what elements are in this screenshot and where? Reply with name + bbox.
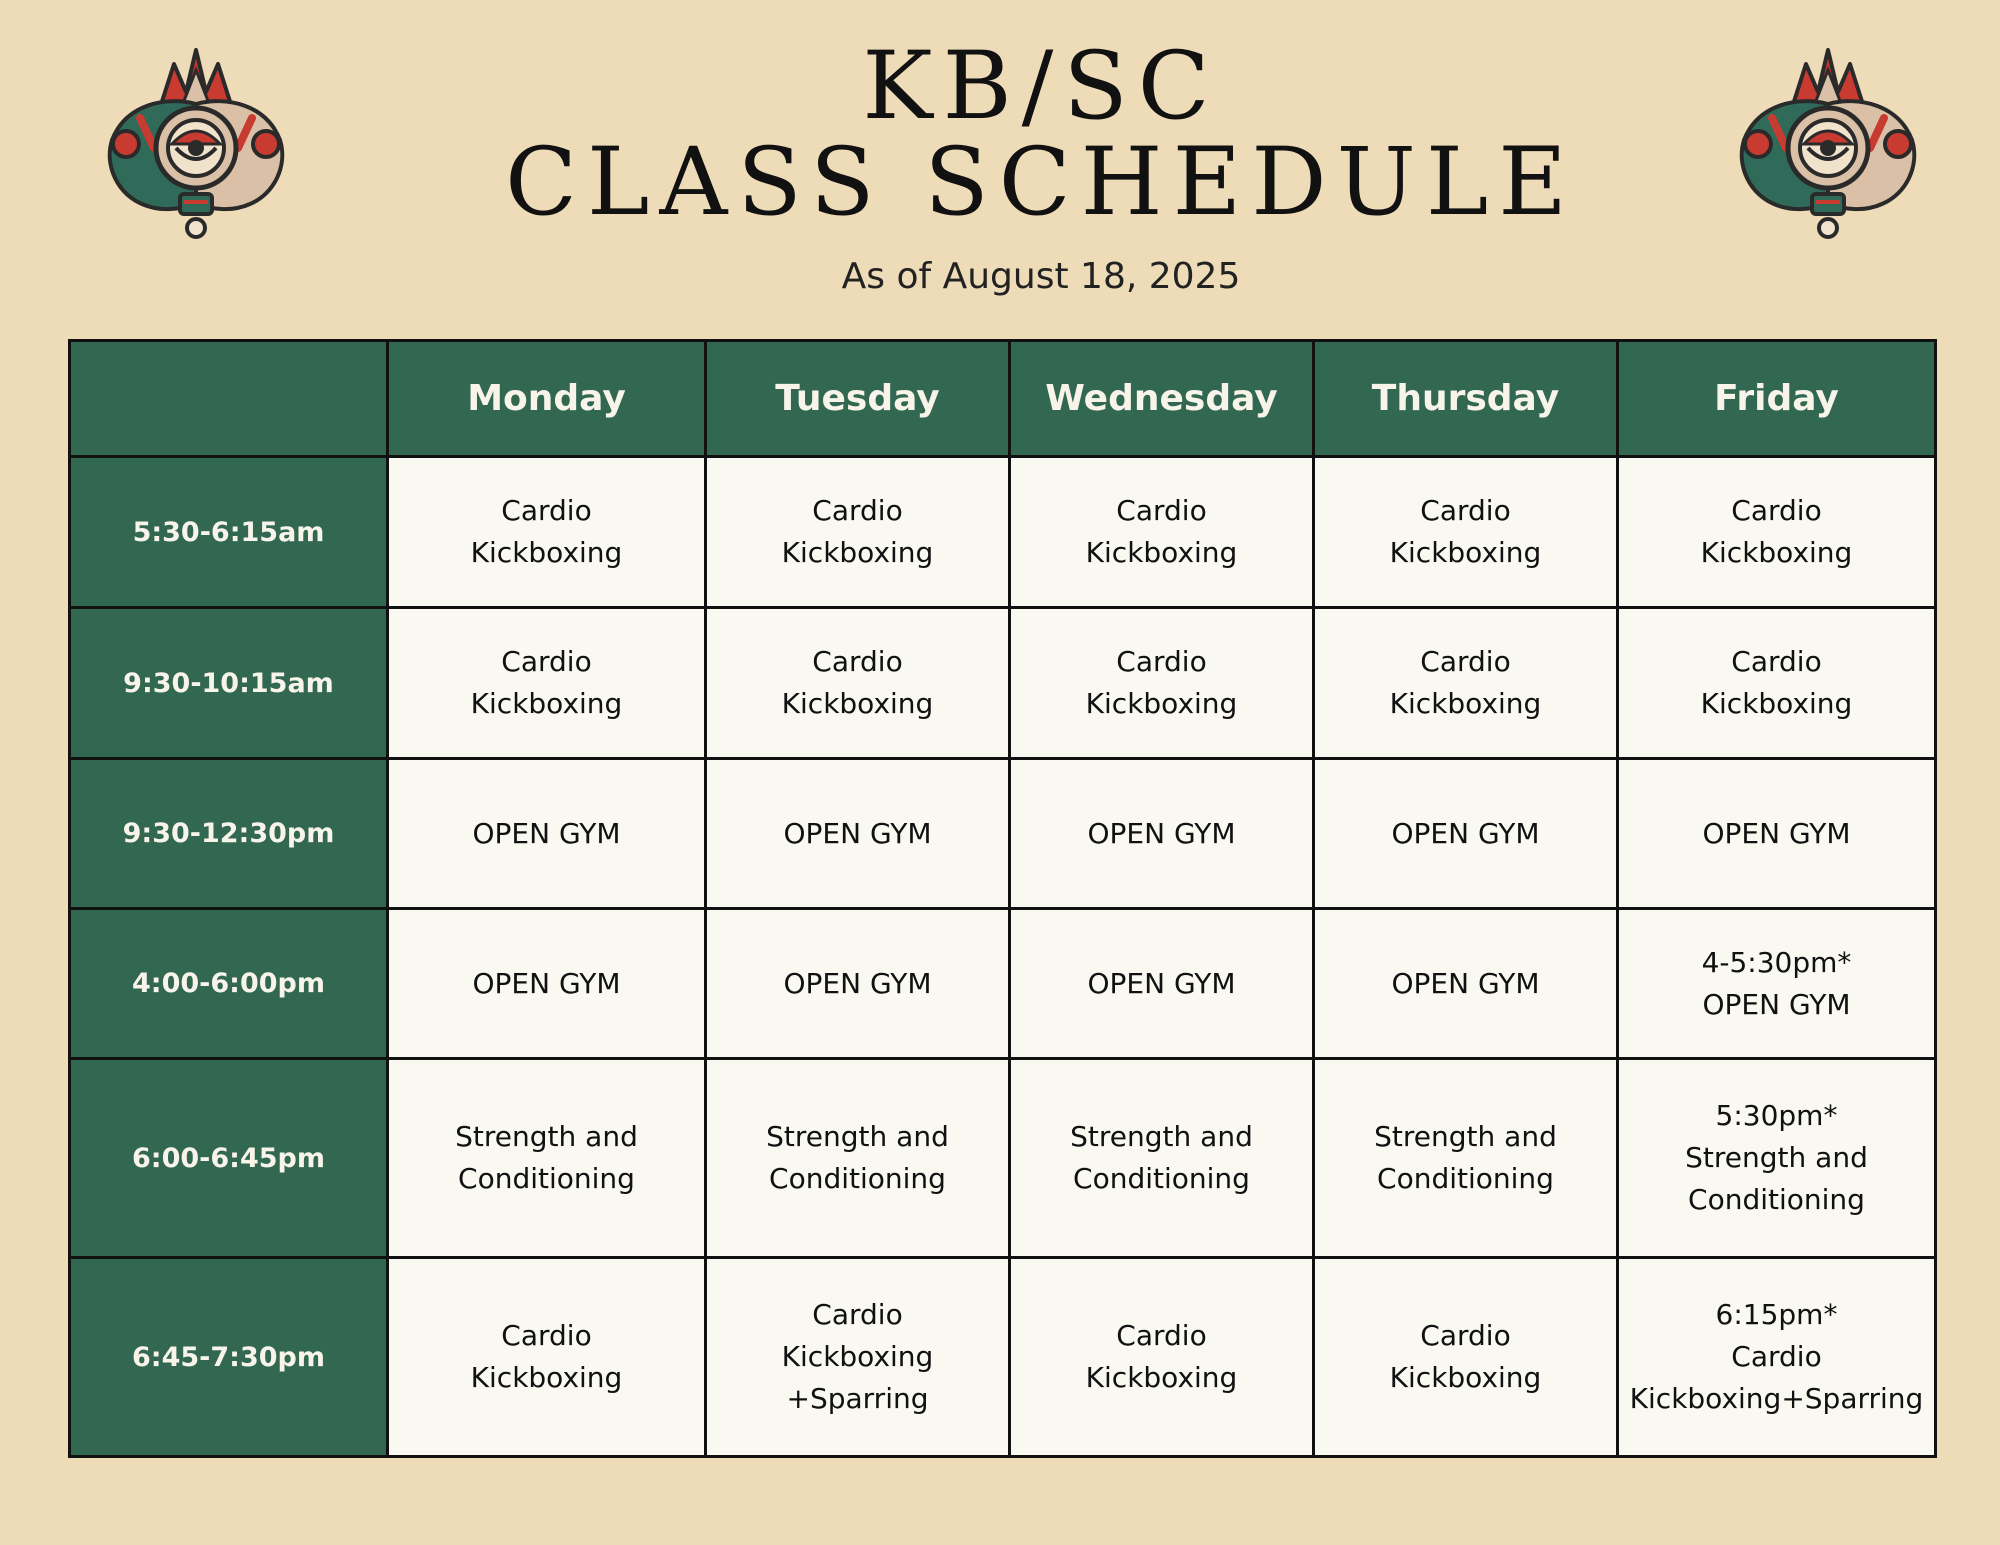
class-cell-text: Conditioning xyxy=(1688,1183,1865,1216)
day-header-monday: Monday xyxy=(388,341,706,457)
class-cell-text: OPEN GYM xyxy=(1087,966,1236,1000)
class-cell xyxy=(1618,608,1936,759)
class-cell xyxy=(388,1059,706,1258)
class-cell xyxy=(1010,457,1314,608)
class-cell-text: Kickboxing xyxy=(470,687,623,720)
page-title-line-2: CLASS SCHEDULE xyxy=(505,128,1577,237)
class-cell-text: Kickboxing xyxy=(1389,536,1542,569)
day-header-friday: Friday xyxy=(1618,341,1936,457)
class-cell-text: Cardio xyxy=(501,494,592,527)
class-cell xyxy=(706,457,1010,608)
class-cell xyxy=(1314,759,1618,909)
class-cell-text: Cardio xyxy=(812,645,903,678)
day-header-thursday: Thursday xyxy=(1314,341,1618,457)
class-cell-text: Cardio xyxy=(1731,645,1822,678)
class-cell xyxy=(1010,608,1314,759)
class-cell xyxy=(388,457,706,608)
class-cell xyxy=(1010,1258,1314,1457)
class-cell xyxy=(388,608,706,759)
class-cell-text: Cardio xyxy=(812,494,903,527)
class-cell-text: Strength and xyxy=(1374,1120,1557,1153)
class-cell xyxy=(388,759,706,909)
page-title-line-1: KB/SC xyxy=(862,32,1220,141)
class-cell-text: Cardio xyxy=(1731,1340,1822,1373)
class-cell xyxy=(706,759,1010,909)
class-cell-text: Kickboxing xyxy=(781,1340,934,1373)
class-cell-text: Kickboxing+Sparring xyxy=(1629,1382,1924,1415)
time-slot-label: 4:00-6:00pm xyxy=(70,909,388,1059)
class-cell-text: Kickboxing xyxy=(1389,1361,1542,1394)
class-cell xyxy=(706,909,1010,1059)
class-cell xyxy=(1618,909,1936,1059)
class-cell-text: Kickboxing xyxy=(1700,687,1853,720)
class-cell-text: Cardio xyxy=(1116,1319,1207,1352)
time-slot-label: 6:00-6:45pm xyxy=(70,1059,388,1258)
schedule-header-row xyxy=(70,341,1936,457)
table-row xyxy=(70,457,1936,608)
table-row xyxy=(70,759,1936,909)
class-cell-text: Kickboxing xyxy=(1085,687,1238,720)
class-cell-text: Cardio xyxy=(1420,645,1511,678)
class-cell xyxy=(1010,1059,1314,1258)
class-cell xyxy=(1010,759,1314,909)
class-cell-text: Kickboxing xyxy=(781,687,934,720)
class-cell xyxy=(388,909,706,1059)
class-cell-text: Conditioning xyxy=(1377,1162,1554,1195)
class-cell-text: Cardio xyxy=(1420,494,1511,527)
table-row xyxy=(70,1059,1936,1258)
class-cell-text: 6:15pm* xyxy=(1715,1298,1838,1331)
class-cell-text: OPEN GYM xyxy=(1702,987,1851,1021)
class-cell xyxy=(1618,1258,1936,1457)
table-row xyxy=(70,608,1936,759)
time-slot-label: 5:30-6:15am xyxy=(70,457,388,608)
class-cell-text: Kickboxing xyxy=(1700,536,1853,569)
class-cell-text: Kickboxing xyxy=(781,536,934,569)
class-cell-text: OPEN GYM xyxy=(1391,966,1540,1000)
class-cell-text: OPEN GYM xyxy=(783,966,932,1000)
class-cell xyxy=(706,1059,1010,1258)
class-cell-text: 5:30pm* xyxy=(1715,1099,1838,1132)
class-cell-text: OPEN GYM xyxy=(472,816,621,850)
class-cell-text: Cardio xyxy=(1116,645,1207,678)
class-cell xyxy=(1314,457,1618,608)
class-cell-text: Conditioning xyxy=(458,1162,635,1195)
day-header-wednesday: Wednesday xyxy=(1010,341,1314,457)
corner-header-cell xyxy=(70,341,388,457)
class-cell xyxy=(388,1258,706,1457)
class-cell xyxy=(1314,1059,1618,1258)
class-cell-text: Kickboxing xyxy=(470,1361,623,1394)
schedule-body xyxy=(70,457,1936,1457)
time-slot-label: 9:30-12:30pm xyxy=(70,759,388,909)
class-cell xyxy=(1618,1059,1936,1258)
class-cell-text: Strength and xyxy=(1685,1141,1868,1174)
class-cell-text: OPEN GYM xyxy=(472,966,621,1000)
class-cell-text: Cardio xyxy=(501,645,592,678)
class-cell-text: Strength and xyxy=(766,1120,949,1153)
class-cell xyxy=(1314,1258,1618,1457)
table-row xyxy=(70,1258,1936,1457)
class-cell-text: Kickboxing xyxy=(1085,1361,1238,1394)
class-cell-text: +Sparring xyxy=(786,1382,929,1415)
class-cell-text: OPEN GYM xyxy=(1391,816,1540,850)
class-cell-text: Cardio xyxy=(501,1319,592,1352)
day-header-tuesday: Tuesday xyxy=(706,341,1010,457)
class-cell xyxy=(1314,909,1618,1059)
class-cell-text: Cardio xyxy=(1116,494,1207,527)
class-cell-text: OPEN GYM xyxy=(783,816,932,850)
class-cell-text: Strength and xyxy=(1070,1120,1253,1153)
class-cell xyxy=(1314,608,1618,759)
class-schedule-table xyxy=(68,339,1937,1458)
table-row xyxy=(70,909,1936,1059)
class-cell xyxy=(706,608,1010,759)
class-cell-text: Kickboxing xyxy=(1085,536,1238,569)
class-cell xyxy=(1618,759,1936,909)
page-subtitle-date: As of August 18, 2025 xyxy=(841,256,1241,297)
class-cell-text: OPEN GYM xyxy=(1087,816,1236,850)
class-cell-text: Kickboxing xyxy=(1389,687,1542,720)
time-slot-label: 6:45-7:30pm xyxy=(70,1258,388,1457)
class-cell-text: OPEN GYM xyxy=(1702,816,1851,850)
class-cell-text: Cardio xyxy=(1420,1319,1511,1352)
class-cell xyxy=(1010,909,1314,1059)
class-cell-text: Kickboxing xyxy=(470,536,623,569)
class-cell-text: Strength and xyxy=(455,1120,638,1153)
class-cell xyxy=(1618,457,1936,608)
class-cell-text: Cardio xyxy=(812,1298,903,1331)
class-cell xyxy=(706,1258,1010,1457)
class-cell-text: Conditioning xyxy=(769,1162,946,1195)
class-cell-text: 4-5:30pm* xyxy=(1701,945,1852,979)
class-cell-text: Conditioning xyxy=(1073,1162,1250,1195)
time-slot-label: 9:30-10:15am xyxy=(70,608,388,759)
class-cell-text: Cardio xyxy=(1731,494,1822,527)
